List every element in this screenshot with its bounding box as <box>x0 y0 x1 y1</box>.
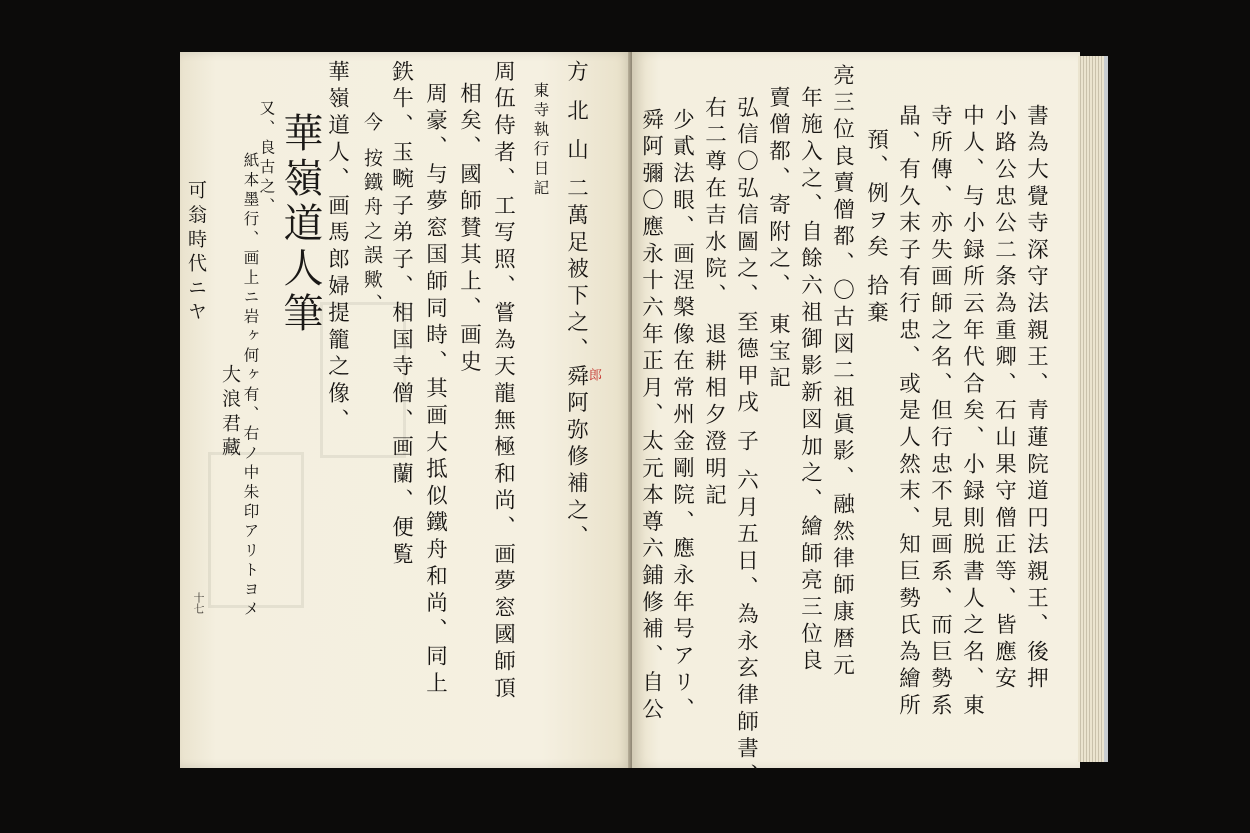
signature-hua-ling: 華嶺道人筆 <box>277 112 323 337</box>
right-col-2: 小路公忠公二条為重卿、石山果守僧正等、皆應安 <box>991 104 1017 694</box>
right-col-9: 賣僧都、寄附之、 東宝記 <box>765 86 791 393</box>
left-page <box>180 52 632 768</box>
left-col-2: 東寺執行日記 <box>531 82 550 199</box>
left-col-6: 鉄牛、玉畹子弟子、相国寺僧、画蘭、便覧 <box>388 60 414 570</box>
left-col-8: 華嶺道人、画馬郎婦提籠之像、 <box>324 60 350 436</box>
left-col-13: 可翁時代ニヤ <box>185 180 207 326</box>
open-book <box>180 52 1100 791</box>
red-seal: 郎 <box>586 368 601 381</box>
page-number: 十七 <box>192 592 205 614</box>
right-col-8: 年施入之、自餘六祖御影新図加之、繪師亮三位良 <box>797 86 823 676</box>
left-col-1: 方 北 山 二萬足被下之、舜阿弥修補之、 <box>563 60 589 553</box>
right-col-3: 中人、与小録所云年代合矣、小録則脱書人之名、東 <box>959 104 985 721</box>
left-col-7: 今 按鐵舟之誤歟、 <box>361 112 383 318</box>
left-col-5: 周豪、与夢窓国師同時、其画大抵似鐵舟和尚、同上 <box>422 82 448 699</box>
page-edges <box>1078 56 1108 762</box>
right-col-13: 舜阿彌〇應永十六年正月、太元本尊六鋪修補、自公 <box>638 108 664 725</box>
right-col-7: 亮三位良賣僧都、〇古図二祖眞影、融然律師康暦元 <box>829 64 855 681</box>
left-col-3: 周伍侍者、工写照、嘗為天龍無極和尚、画夢窓國師頂 <box>490 60 516 704</box>
right-col-6: 預、例ヲ矣 拾棄 <box>863 128 889 328</box>
right-col-10: 弘信〇弘信圖之、至德甲戌 子 六月五日、為永玄律師書、 <box>733 96 759 791</box>
right-col-1: 書為大覺寺深守法親王、青蓮院道円法親王、後押 <box>1023 104 1049 694</box>
right-col-5: 晶、有久末子有行忠、或是人然末、知巨勢氏為繪所 <box>895 104 921 721</box>
right-col-11: 右二尊在吉水院、 退耕相夕澄明記 <box>701 96 727 511</box>
left-col-4: 相矣、國師賛其上、画史 <box>456 82 482 377</box>
right-page <box>632 52 1080 791</box>
left-col-12: 大浪君藏 <box>219 364 241 462</box>
left-col-10: 紙本墨行、画上ニ岩ヶ何ヶ有、右ノ中朱印アリトヨメ <box>241 152 260 620</box>
right-col-12: 少貳法眼、画涅槃像在常州金剛院、應永年号アリ、 <box>669 108 695 725</box>
right-col-4: 寺所傳、亦失画師之名、但行忠不見画系、而巨勢系 <box>927 104 953 721</box>
left-col-11: 又、良古之、 <box>257 100 276 217</box>
